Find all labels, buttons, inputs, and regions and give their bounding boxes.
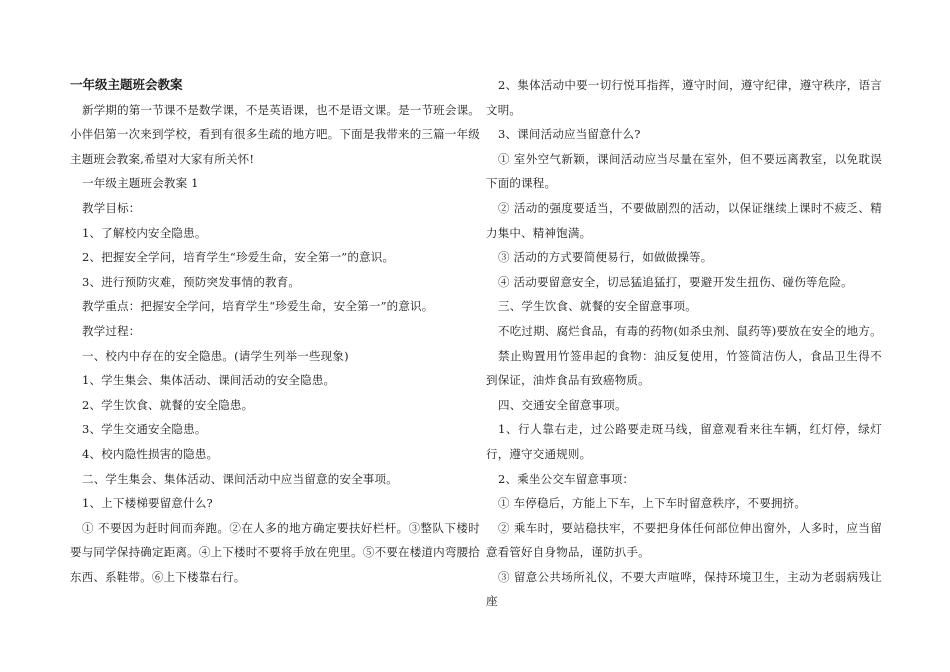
paragraph: 禁止购置用竹签串起的食物：油反复使用，竹签简洁伤人，食品卫生得不到保证，油炸食品有致癌物质。 [486, 348, 882, 388]
document-title: 一年级主题班会教案 [70, 77, 183, 92]
key-points: 教学重点：把握安全学问，培育学生“珍爱生命，安全第一”的意识。 [82, 299, 434, 314]
list-item: ④ 活动要留意安全，切忌猛追猛打，要避开发生扭伤、碰伤等危险。 [498, 274, 853, 289]
list-item: 1、行人靠右走，过公路要走斑马线，留意观看来往车辆，红灯停，绿灯行，遵守交通规则。 [486, 422, 882, 461]
list-item: 1、上下楼梯要留意什么? [82, 496, 213, 511]
list-item: 1、学生集会、集体活动、课间活动的安全隐患。 [82, 373, 336, 388]
goal-item: 2、把握安全学问，培育学生“珍爱生命，安全第一”的意识。 [82, 250, 395, 265]
list-item: ① 室外空气新颖，课间活动应当尽量在室外，但不要远离教室，以免耽误下面的课程。 [486, 151, 882, 191]
list-item: 3、课间活动应当留意什么? [498, 127, 641, 142]
goal-item: 3、进行预防灾难，预防突发事情的教育。 [82, 274, 301, 289]
list-item: ③ 活动的方式要简便易行，如做做操等。 [498, 250, 713, 265]
list-item: ② 乘车时，要站稳扶牢，不要把身体任何部位伸出窗外，人多时，应当留意看管好自身物品，谨防扒手。 [486, 520, 882, 560]
process-heading: 教学过程： [82, 323, 141, 338]
list-item: 2、乘坐公交车留意事项： [498, 471, 635, 486]
list-item: 2、集体活动中要一切行悦耳指挥，遵守时间，遵守纪律，遵守秩序，语言文明。 [486, 78, 882, 117]
section-heading: 四、交通安全留意事项。 [498, 397, 627, 412]
section-heading: 一、校内中存在的安全隐患。(请学生列举一些现象) [82, 348, 349, 363]
list-item: ① 车停稳后，方能上下车，上下车时留意秩序，不要拥挤。 [498, 496, 807, 511]
goal-item: 1、了解校内安全隐患。 [82, 225, 207, 240]
right-column [486, 73, 882, 614]
goals-heading: 教学目标： [82, 200, 141, 215]
intro-paragraph: 新学期的第一节课不是数学课，不是英语课，也不是语文课。是一节班会课。小伴侣第一次来到学校，看到有很多生疏的地方吧。下面是我带来的三篇一年级主题班会教案,希望对大家有所关怀! [70, 102, 480, 166]
list-item: ① 不要因为赶时间而奔跑。②在人多的地方确定要扶好栏杆。③整队下楼时要与同学保持确定距离。④上下楼时不要将手放在兜里。⑤不要在楼道内弯腰拾东西、系鞋带。⑥上下楼靠右行。 [70, 520, 480, 584]
list-item: ② 活动的强度要适当，不要做剧烈的活动，以保证继续上课时不疲乏、精力集中、精神饱满。 [486, 200, 882, 240]
list-item: 4、校内隐性损害的隐患。 [82, 446, 219, 461]
section-heading: 二、学生集会、集体活动、课间活动中应当留意的安全事项。 [82, 471, 398, 486]
list-item: ③ 留意公共场所礼仪，不要大声喧哗，保持环境卫生，主动为老弱病残让座 [486, 569, 882, 609]
lesson-plan-heading: 一年级主题班会教案 1 [82, 176, 199, 191]
list-item: 3、学生交通安全隐患。 [82, 422, 207, 437]
list-item: 2、学生饮食、就餐的安全隐患。 [82, 397, 254, 412]
section-heading: 三、学生饮食、就餐的安全留意事项。 [498, 299, 697, 314]
paragraph: 不吃过期、腐烂食品，有毒的药物(如杀虫剂、鼠药等)要放在安全的地方。 [498, 323, 882, 338]
left-column [70, 73, 480, 589]
